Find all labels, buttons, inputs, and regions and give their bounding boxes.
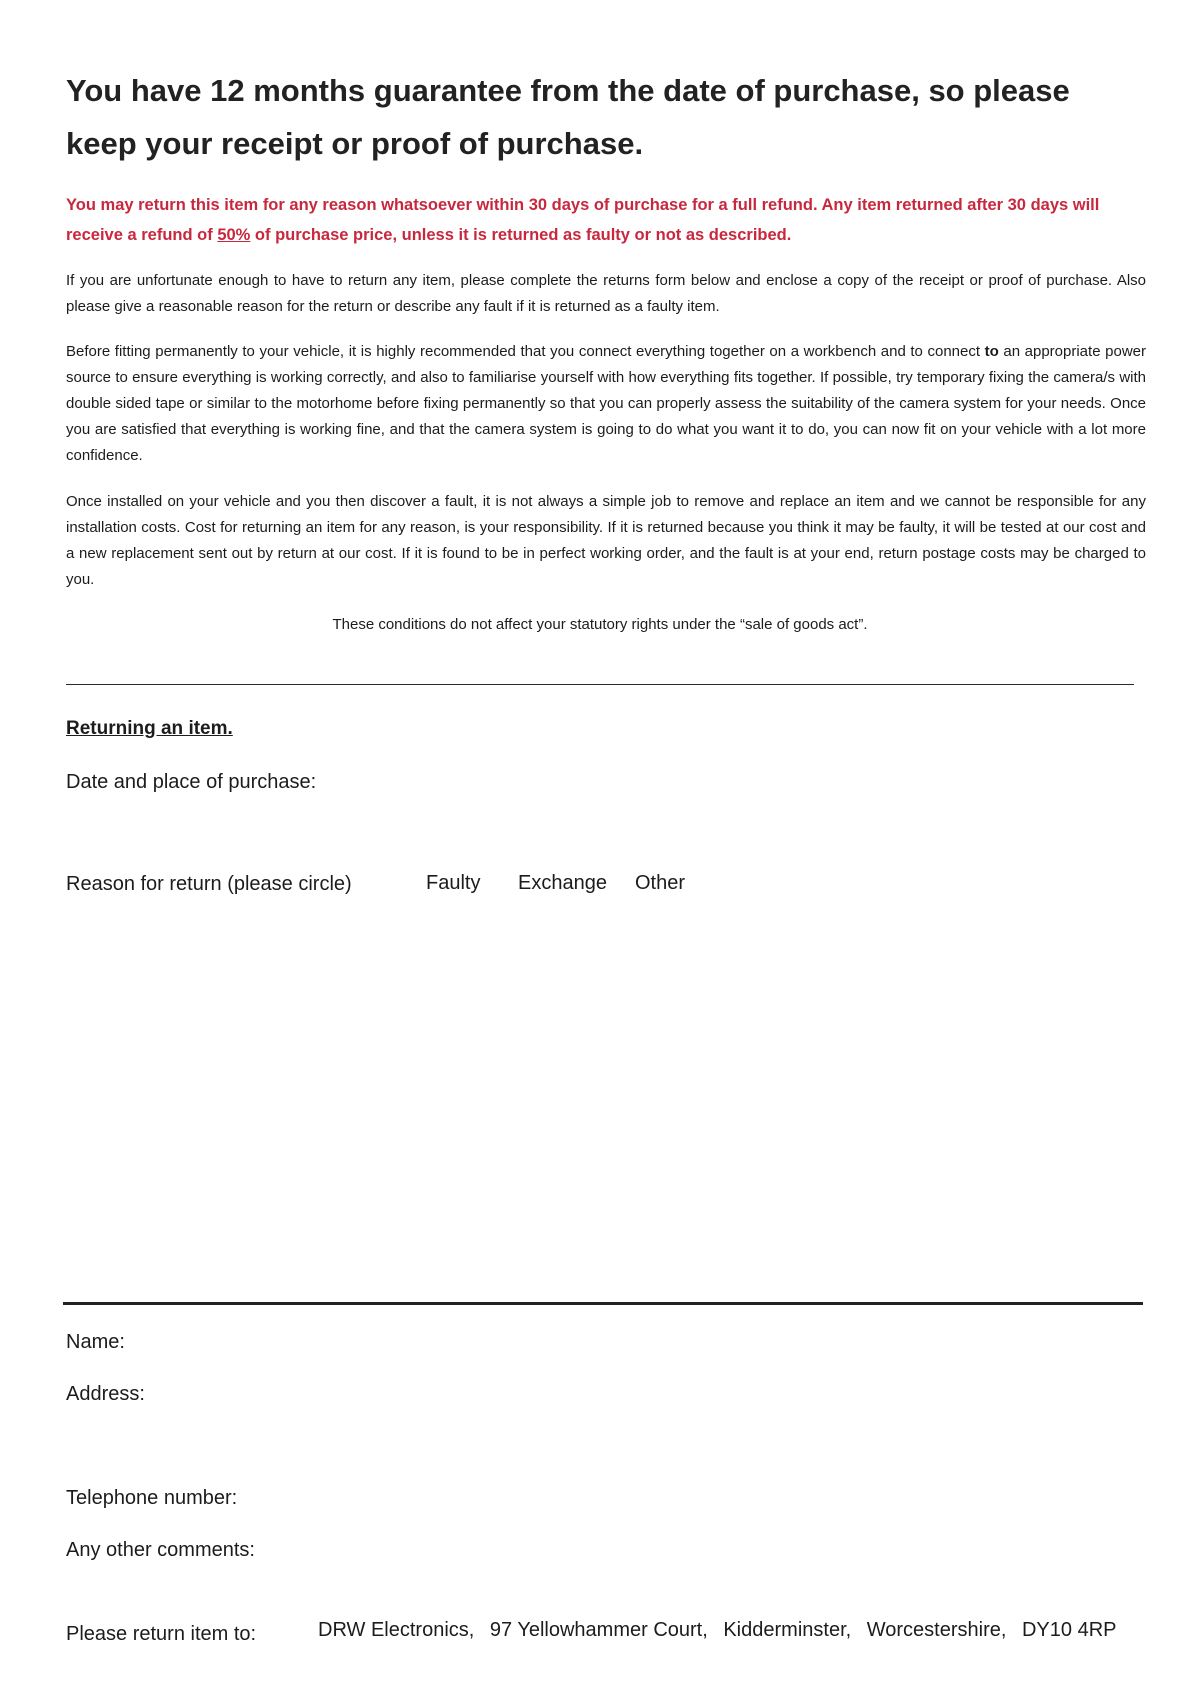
return-address-county: Worcestershire,	[866, 1619, 1007, 1641]
fitting-text-2: an appropriate power source to ensure everything is working correctly, and also to familiarise yourself with how everything fits together. If possible, try temporary fixing the camera/s with double sided tape or similar to the motorhome before fixing permanently so that you can properly assess the suitability of the camera system for your needs. Once you are satisfied that everything is working fine, and that the camera system is going to do what you want it to do, you can now fit on your vehicle with a lot more confidence.	[66, 343, 1146, 464]
return-address-street: 97 Yellowhammer Court,	[489, 1619, 708, 1641]
installed-paragraph: Once installed on your vehicle and you then discover a fault, it is not always a simple job to remove and replace an item and we cannot be responsible for any installation costs. Cost for returning an item for any reason, is your responsibility. If it is returned because you think it may be faulty, it will be tested at our cost and a new replacement sent out by return at our cost. If it is found to be in perfect working order, and the fault is at your end, return postage costs may be charged to you.	[66, 493, 1146, 588]
comments-label: Any other comments:	[66, 1539, 255, 1561]
return-address-town: Kidderminster,	[723, 1619, 852, 1641]
contact-divider	[63, 1302, 1143, 1305]
refund-notice	[66, 190, 1146, 250]
return-address-company: DRW Electronics,	[318, 1619, 475, 1641]
reason-label: Reason for return (please circle)	[66, 873, 352, 895]
section-divider	[66, 684, 1134, 685]
name-label: Name:	[66, 1331, 125, 1353]
refund-percent: 50%	[217, 226, 251, 244]
return-address	[318, 1616, 1126, 1644]
refund-notice-text-2: of purchase price, unless it is returned as faulty or not as described.	[250, 226, 792, 244]
statutory-rights-note: These conditions do not affect your statutory rights under the “sale of goods act”.	[332, 616, 868, 633]
returns-form-paragraph: If you are unfortunate enough to have to return any item, please complete the returns form below and enclose a copy of the receipt or proof of purchase. Also please give a reasonable reason for the return or describe any fault if it is returned as a faulty item.	[66, 272, 1146, 315]
telephone-label: Telephone number:	[66, 1487, 238, 1509]
return-to-label: Please return item to:	[66, 1623, 257, 1645]
refund-notice-text-1: You may return this item for any reason whatsoever within 30 days of purchase for a full refund. Any item returned after 30 days will receive a refund of	[66, 196, 1100, 244]
address-label: Address:	[66, 1383, 145, 1405]
reason-option-faulty: Faulty	[426, 872, 481, 894]
guarantee-headline: You have 12 months guarantee from the date of purchase, so please keep your receipt or proof of purchase.	[66, 73, 1070, 161]
fitting-text-1: Before fitting permanently to your vehicle, it is highly recommended that you connect everything together on a workbench and to connect	[66, 343, 985, 360]
fitting-paragraph	[66, 339, 1146, 469]
fitting-bold-word: to	[984, 343, 999, 360]
reason-option-exchange: Exchange	[518, 872, 607, 894]
return-address-postcode: DY10 4RP	[1021, 1619, 1117, 1641]
reason-option-other: Other	[635, 872, 686, 894]
date-place-label: Date and place of purchase:	[66, 771, 317, 793]
form-title: Returning an item.	[66, 718, 233, 739]
